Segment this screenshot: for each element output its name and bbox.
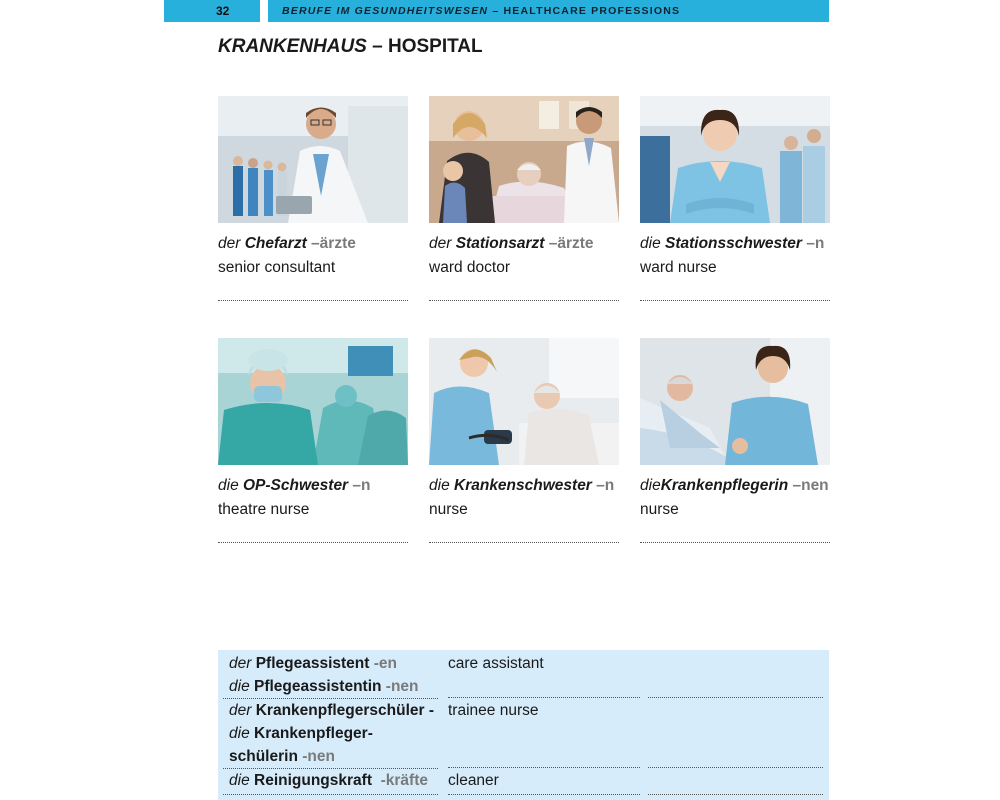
writing-line[interactable] — [429, 542, 619, 543]
card-article: die — [218, 477, 239, 494]
theatre-nurse-photo — [218, 338, 408, 465]
running-head-separator: – — [488, 5, 504, 17]
writing-line[interactable] — [640, 300, 830, 301]
card-translation: senior consultant — [218, 259, 336, 276]
card-translation: ward nurse — [640, 259, 717, 276]
card-term — [640, 235, 830, 253]
vocab-card — [640, 338, 830, 543]
writing-line[interactable] — [448, 767, 640, 768]
card-noun: Stationsschwester — [665, 235, 802, 252]
table-row — [218, 699, 829, 769]
card-plural: –n — [591, 477, 615, 494]
card-translation: theatre nurse — [218, 501, 310, 518]
card-plural: –ärzte — [306, 235, 356, 252]
card-translation: nurse — [640, 501, 679, 518]
card-translation: nurse — [429, 501, 468, 518]
writing-line[interactable] — [448, 697, 640, 698]
table-noun: Krankenpfleger- — [254, 725, 373, 742]
female-nurse-photo — [640, 338, 830, 465]
table-translation: trainee nurse — [448, 702, 539, 719]
vocab-card — [218, 96, 408, 301]
writing-line[interactable] — [648, 697, 823, 698]
table-term — [229, 652, 419, 698]
card-term — [218, 477, 408, 495]
table-row — [218, 652, 829, 699]
section-title-en: HOSPITAL — [387, 36, 483, 57]
vocab-table — [218, 650, 829, 800]
page-number-box — [164, 0, 260, 22]
card-term — [429, 477, 619, 495]
card-noun: Krankenpflegerin — [660, 477, 789, 494]
table-plural: - — [424, 702, 435, 719]
card-term — [640, 477, 830, 495]
vocab-card — [218, 338, 408, 543]
running-head-bar — [268, 0, 829, 22]
card-term — [429, 235, 619, 253]
writing-line[interactable] — [648, 794, 823, 795]
table-article: die — [229, 725, 250, 742]
table-article: die — [229, 678, 250, 695]
card-article: der — [218, 235, 241, 252]
card-plural: –n — [801, 235, 825, 252]
writing-line[interactable] — [218, 542, 408, 543]
table-noun: Reinigungskraft — [254, 772, 372, 789]
page-number: 32 — [216, 4, 230, 18]
card-plural: –ärzte — [544, 235, 594, 252]
writing-line[interactable] — [448, 794, 640, 795]
running-head-de: BERUFE IM GESUNDHEITSWESEN — [282, 5, 489, 17]
table-noun: Pflegeassistent — [255, 655, 370, 672]
table-article: der — [229, 702, 252, 719]
table-noun: Krankenpflegerschüler — [255, 702, 425, 719]
card-translation: ward doctor — [429, 259, 510, 276]
card-article: die — [640, 477, 661, 494]
ward-nurse-photo — [640, 96, 830, 223]
row-divider — [223, 794, 438, 795]
table-translation: cleaner — [448, 772, 499, 789]
running-head-en: HEALTHCARE PROFESSIONS — [503, 5, 681, 17]
card-noun: Stationsarzt — [455, 235, 545, 252]
table-plural: -nen — [381, 678, 419, 695]
writing-line[interactable] — [640, 542, 830, 543]
card-article: die — [640, 235, 661, 252]
senior-consultant-photo — [218, 96, 408, 223]
table-plural: -en — [369, 655, 397, 672]
ward-doctor-photo — [429, 96, 619, 223]
table-plural: -nen — [297, 748, 335, 765]
writing-line[interactable] — [429, 300, 619, 301]
card-term — [218, 235, 408, 253]
table-noun: schülerin — [229, 748, 298, 765]
card-article: der — [429, 235, 452, 252]
card-noun: OP-Schwester — [243, 477, 349, 494]
writing-line[interactable] — [648, 767, 823, 768]
running-head — [282, 5, 680, 17]
writing-line[interactable] — [218, 300, 408, 301]
card-plural: –n — [348, 477, 371, 494]
table-translation: care assistant — [448, 655, 544, 672]
table-noun: Pflegeassistentin — [254, 678, 382, 695]
card-article: die — [429, 477, 450, 494]
vocab-card — [640, 96, 830, 301]
table-article: der — [229, 655, 252, 672]
section-title — [218, 36, 483, 58]
section-title-de: KRANKENHAUS — [218, 36, 367, 57]
card-noun: Krankenschwester — [454, 477, 592, 494]
vocab-card — [429, 338, 619, 543]
table-plural: -kräfte — [371, 772, 428, 789]
section-title-separator: – — [366, 36, 388, 57]
table-term — [229, 769, 428, 792]
table-term — [229, 699, 434, 768]
card-noun: Chefarzt — [244, 235, 307, 252]
nurse-photo — [429, 338, 619, 465]
table-row — [218, 769, 829, 795]
card-plural: –nen — [788, 477, 829, 494]
table-article: die — [229, 772, 250, 789]
vocab-card — [429, 96, 619, 301]
